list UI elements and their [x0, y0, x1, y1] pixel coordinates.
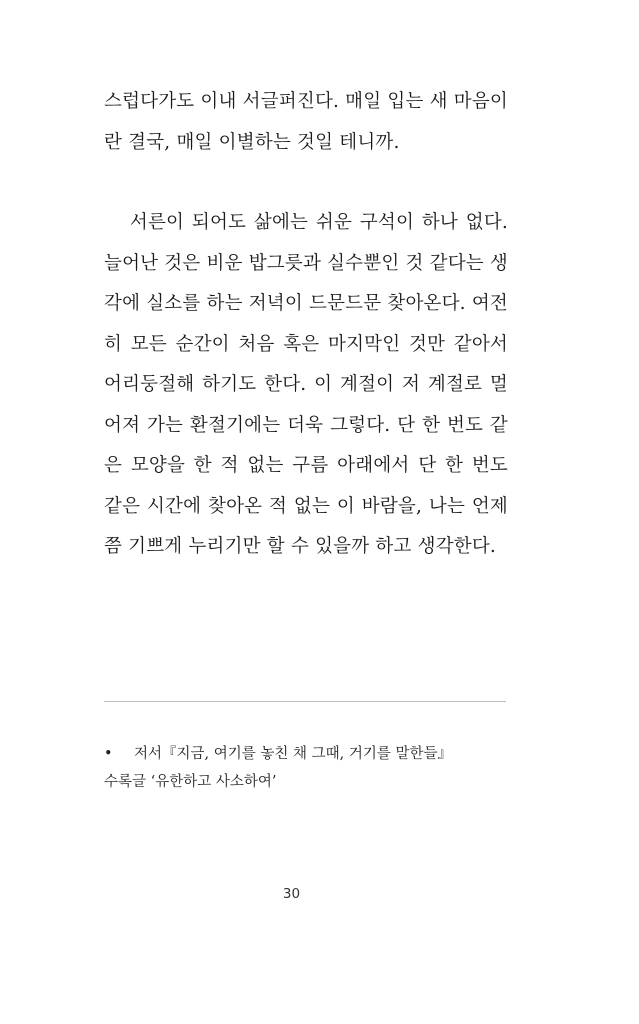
- footnote-divider: [104, 701, 506, 702]
- footnote-source-title: 저서『지금, 여기를 놓친 채 그때, 거기를 말한들』: [134, 746, 452, 762]
- page-number: 30: [282, 886, 301, 902]
- footnote: [104, 740, 514, 796]
- bullet-icon: •: [104, 746, 113, 762]
- paragraph-2: 서른이 되어도 삶에는 쉬운 구석이 하나 없다. 늘어난 것은 비운 밥그릇과 실수뿐인 것 같다는 생각에 실소를 하는 저녁이 드문드문 찾아온다. 여전히 모든 순간이 처음 혹은 마지막인 것만 같아서 어리둥절해 하기도 한다. 이 계절이 저 계절로 멀어져 가는 환절기에는 더욱 그렇다. 단 한 번도 같은 모양을 한 적 없는 구름 아래에서 단 한 번도 같은 시간에 찾아온 적 없는 이 바람을, 나는 언제쯤 기쁘게 누리기만 할 수 있을까 하고 생각한다.: [104, 212, 508, 557]
- paragraph-1: 스럽다가도 이내 서글퍼진다. 매일 입는 새 마음이란 결국, 매일 이별하는 것일 테니까.: [104, 91, 508, 153]
- footnote-line-1: [104, 740, 514, 768]
- footnote-line-2: 수록글 ‘유한하고 사소하여’: [104, 774, 277, 790]
- body-text: [104, 82, 508, 568]
